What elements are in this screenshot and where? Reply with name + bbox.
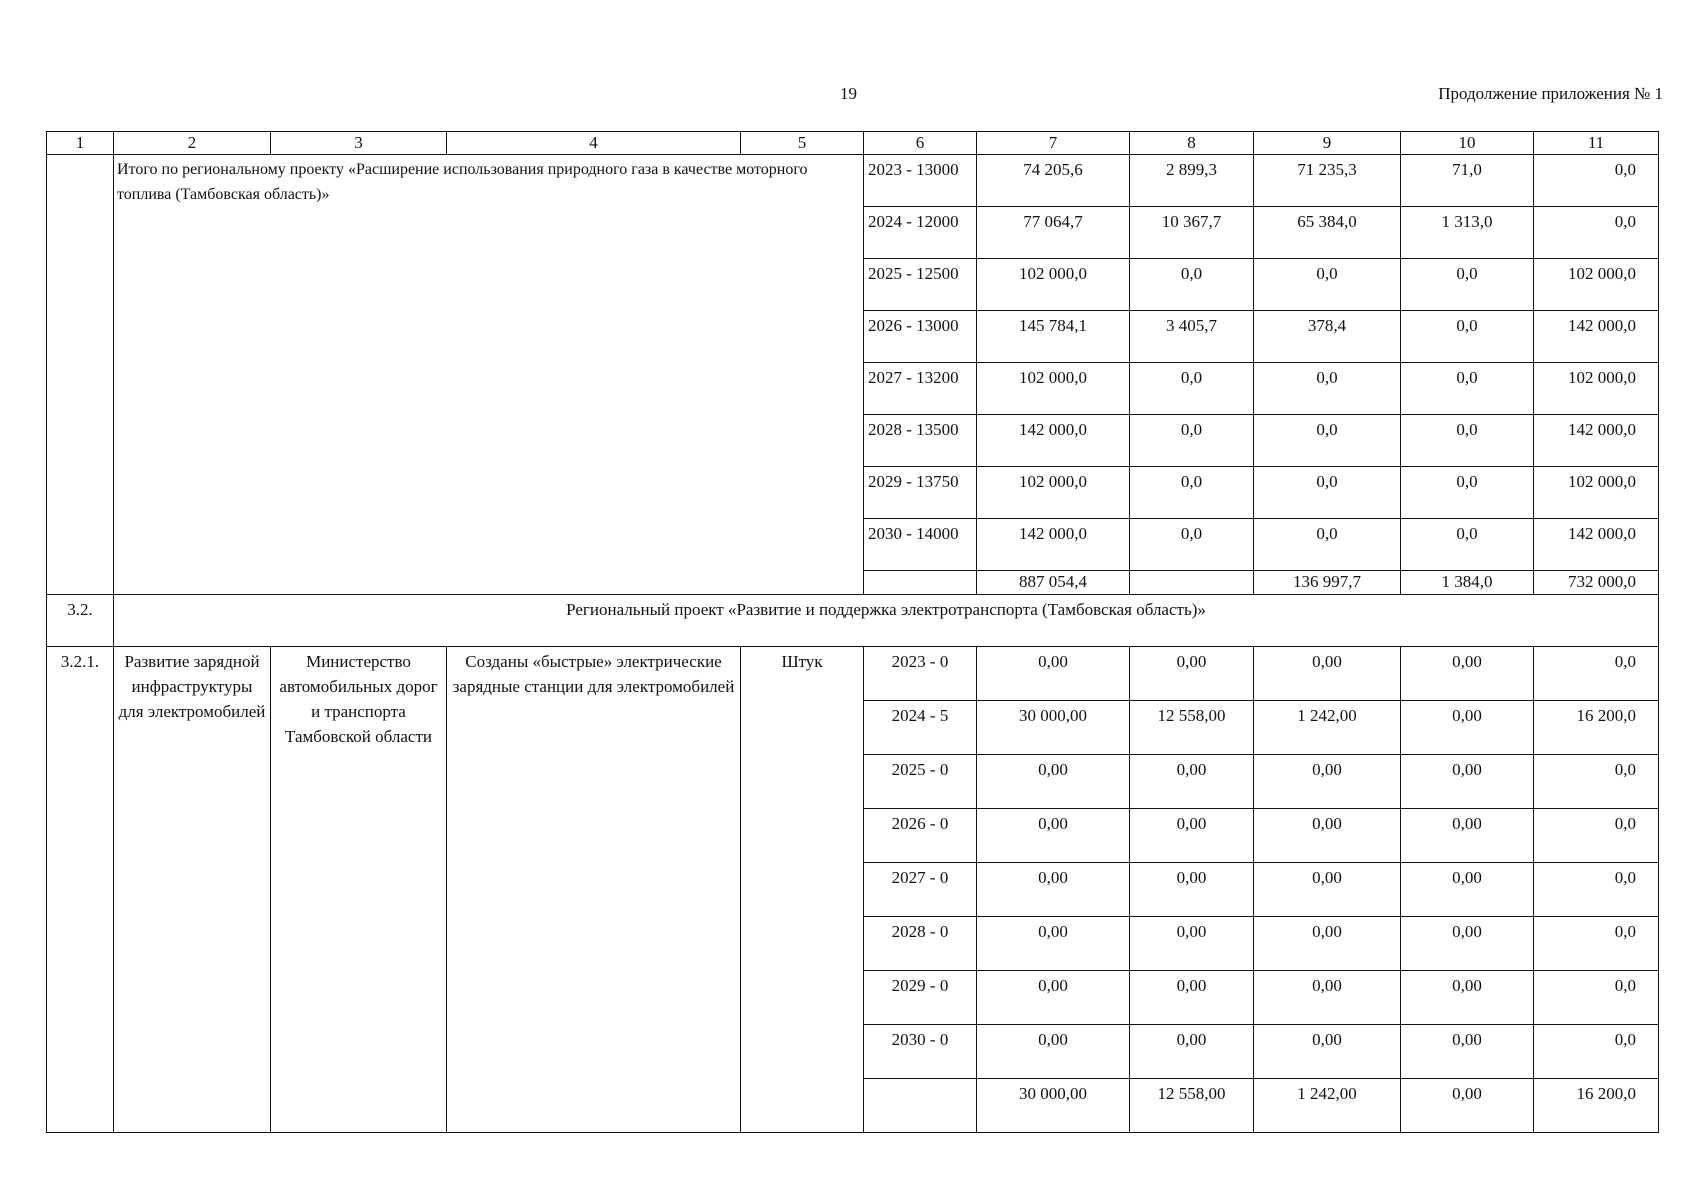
federal-amount-cell: 12 558,00 xyxy=(1130,1079,1254,1133)
regional-amount-cell: 0,00 xyxy=(1254,1025,1401,1079)
column-number: 4 xyxy=(447,132,741,155)
total-amount-cell: 0,00 xyxy=(977,1025,1130,1079)
table-row xyxy=(47,647,1659,701)
federal-amount-cell: 2 899,3 xyxy=(1130,155,1254,207)
total-amount-cell: 77 064,7 xyxy=(977,207,1130,259)
column-number: 1 xyxy=(47,132,114,155)
federal-amount-cell: 0,00 xyxy=(1130,863,1254,917)
year-indicator-cell: 2024 - 12000 xyxy=(864,207,977,259)
federal-amount-cell: 0,0 xyxy=(1130,519,1254,571)
total-amount-cell: 0,00 xyxy=(977,755,1130,809)
other-amount-cell: 0,0 xyxy=(1534,155,1659,207)
other-amount-cell: 102 000,0 xyxy=(1534,363,1659,415)
other-amount-cell: 732 000,0 xyxy=(1534,571,1659,595)
total-amount-cell: 142 000,0 xyxy=(977,519,1130,571)
total-amount-cell: 0,00 xyxy=(977,863,1130,917)
column-number: 7 xyxy=(977,132,1130,155)
year-indicator-cell: 2029 - 0 xyxy=(864,971,977,1025)
local-amount-cell: 0,0 xyxy=(1401,311,1534,363)
column-number: 10 xyxy=(1401,132,1534,155)
year-indicator-cell: 2023 - 13000 xyxy=(864,155,977,207)
regional-amount-cell: 0,00 xyxy=(1254,755,1401,809)
federal-amount-cell: 12 558,00 xyxy=(1130,701,1254,755)
local-amount-cell: 0,0 xyxy=(1401,415,1534,467)
column-number: 3 xyxy=(271,132,447,155)
total-amount-cell: 102 000,0 xyxy=(977,467,1130,519)
local-amount-cell: 0,00 xyxy=(1401,647,1534,701)
federal-amount-cell: 10 367,7 xyxy=(1130,207,1254,259)
total-amount-cell: 74 205,6 xyxy=(977,155,1130,207)
regional-amount-cell: 0,0 xyxy=(1254,467,1401,519)
federal-amount-cell: 0,0 xyxy=(1130,363,1254,415)
year-indicator-cell: 2025 - 0 xyxy=(864,755,977,809)
column-number: 9 xyxy=(1254,132,1401,155)
item-number: 3.2.1. xyxy=(47,647,114,1133)
section-number: 3.2. xyxy=(47,595,114,647)
year-indicator-cell: 2029 - 13750 xyxy=(864,467,977,519)
page-number: 19 xyxy=(840,84,857,103)
local-amount-cell: 0,00 xyxy=(1401,971,1534,1025)
year-indicator-cell: 2026 - 13000 xyxy=(864,311,977,363)
regional-amount-cell: 65 384,0 xyxy=(1254,207,1401,259)
federal-amount-cell: 3 405,7 xyxy=(1130,311,1254,363)
total-amount-cell: 145 784,1 xyxy=(977,311,1130,363)
regional-amount-cell: 0,00 xyxy=(1254,809,1401,863)
other-amount-cell: 0,0 xyxy=(1534,917,1659,971)
local-amount-cell: 0,0 xyxy=(1401,467,1534,519)
total-amount-cell: 887 054,4 xyxy=(977,571,1130,595)
regional-amount-cell: 0,0 xyxy=(1254,259,1401,311)
section-row xyxy=(47,595,1659,647)
regional-amount-cell: 0,0 xyxy=(1254,363,1401,415)
federal-amount-cell: 0,00 xyxy=(1130,917,1254,971)
year-indicator-cell: 2023 - 0 xyxy=(864,647,977,701)
year-indicator-cell: 2024 - 5 xyxy=(864,701,977,755)
local-amount-cell: 0,00 xyxy=(1401,809,1534,863)
local-amount-cell: 0,0 xyxy=(1401,519,1534,571)
regional-amount-cell: 1 242,00 xyxy=(1254,1079,1401,1133)
regional-amount-cell: 0,0 xyxy=(1254,415,1401,467)
local-amount-cell: 0,00 xyxy=(1401,755,1534,809)
other-amount-cell: 0,0 xyxy=(1534,1025,1659,1079)
continuation-label: Продолжение приложения № 1 xyxy=(1438,84,1663,103)
other-amount-cell: 0,0 xyxy=(1534,755,1659,809)
local-amount-cell: 0,00 xyxy=(1401,1079,1534,1133)
empty-number-cell xyxy=(47,155,114,595)
column-number: 2 xyxy=(114,132,271,155)
regional-amount-cell: 136 997,7 xyxy=(1254,571,1401,595)
total-amount-cell: 30 000,00 xyxy=(977,701,1130,755)
item-responsible: Министерство автомобильных дорог и транспорта Тамбовской области xyxy=(271,647,447,1133)
column-number: 5 xyxy=(741,132,864,155)
other-amount-cell: 142 000,0 xyxy=(1534,415,1659,467)
item-unit: Штук xyxy=(741,647,864,1133)
regional-amount-cell: 0,00 xyxy=(1254,917,1401,971)
year-indicator-cell: 2027 - 13200 xyxy=(864,363,977,415)
other-amount-cell: 102 000,0 xyxy=(1534,467,1659,519)
regional-amount-cell: 0,00 xyxy=(1254,647,1401,701)
total-amount-cell: 0,00 xyxy=(977,647,1130,701)
total-amount-cell: 0,00 xyxy=(977,971,1130,1025)
federal-amount-cell: 0,00 xyxy=(1130,647,1254,701)
budget-table xyxy=(46,131,1659,1133)
federal-amount-cell: 0,00 xyxy=(1130,971,1254,1025)
regional-amount-cell: 0,00 xyxy=(1254,863,1401,917)
local-amount-cell: 1 313,0 xyxy=(1401,207,1534,259)
total-amount-cell: 0,00 xyxy=(977,809,1130,863)
table-row xyxy=(47,155,1659,207)
other-amount-cell: 16 200,0 xyxy=(1534,701,1659,755)
year-indicator-cell: 2025 - 12500 xyxy=(864,259,977,311)
federal-amount-cell: 0,0 xyxy=(1130,415,1254,467)
total-amount-cell: 102 000,0 xyxy=(977,259,1130,311)
federal-amount-cell: 0,00 xyxy=(1130,1025,1254,1079)
column-number: 11 xyxy=(1534,132,1659,155)
other-amount-cell: 142 000,0 xyxy=(1534,519,1659,571)
total-amount-cell: 0,00 xyxy=(977,917,1130,971)
federal-amount-cell: 0,0 xyxy=(1130,259,1254,311)
regional-amount-cell: 0,00 xyxy=(1254,971,1401,1025)
local-amount-cell: 0,0 xyxy=(1401,363,1534,415)
column-number: 6 xyxy=(864,132,977,155)
total-amount-cell: 102 000,0 xyxy=(977,363,1130,415)
year-indicator-cell: 2026 - 0 xyxy=(864,809,977,863)
local-amount-cell: 0,00 xyxy=(1401,863,1534,917)
year-indicator-cell xyxy=(864,1079,977,1133)
year-indicator-cell: 2027 - 0 xyxy=(864,863,977,917)
local-amount-cell: 0,00 xyxy=(1401,917,1534,971)
regional-amount-cell: 71 235,3 xyxy=(1254,155,1401,207)
regional-amount-cell: 378,4 xyxy=(1254,311,1401,363)
regional-amount-cell: 1 242,00 xyxy=(1254,701,1401,755)
other-amount-cell: 0,0 xyxy=(1534,971,1659,1025)
item-result: Созданы «быстрые» электрические зарядные станции для электромобилей xyxy=(447,647,741,1133)
local-amount-cell: 71,0 xyxy=(1401,155,1534,207)
other-amount-cell: 16 200,0 xyxy=(1534,1079,1659,1133)
column-number: 8 xyxy=(1130,132,1254,155)
local-amount-cell: 1 384,0 xyxy=(1401,571,1534,595)
federal-amount-cell: 0,0 xyxy=(1130,467,1254,519)
other-amount-cell: 0,0 xyxy=(1534,207,1659,259)
year-indicator-cell: 2028 - 13500 xyxy=(864,415,977,467)
section-title: Региональный проект «Развитие и поддержка электротранспорта (Тамбовская область)» xyxy=(114,595,1659,647)
year-indicator-cell: 2028 - 0 xyxy=(864,917,977,971)
federal-amount-cell: 0,00 xyxy=(1130,809,1254,863)
other-amount-cell: 0,0 xyxy=(1534,647,1659,701)
federal-amount-cell: 0,00 xyxy=(1130,755,1254,809)
item-name: Развитие зарядной инфраструктуры для электромобилей xyxy=(114,647,271,1133)
year-indicator-cell: 2030 - 14000 xyxy=(864,519,977,571)
project-total-title: Итого по региональному проекту «Расширение использования природного газа в качестве моторного топлива (Тамбовская область)» xyxy=(114,155,864,595)
column-number-row xyxy=(47,132,1659,155)
federal-amount-cell xyxy=(1130,571,1254,595)
other-amount-cell: 102 000,0 xyxy=(1534,259,1659,311)
local-amount-cell: 0,00 xyxy=(1401,701,1534,755)
other-amount-cell: 0,0 xyxy=(1534,809,1659,863)
year-indicator-cell: 2030 - 0 xyxy=(864,1025,977,1079)
total-amount-cell: 142 000,0 xyxy=(977,415,1130,467)
local-amount-cell: 0,00 xyxy=(1401,1025,1534,1079)
regional-amount-cell: 0,0 xyxy=(1254,519,1401,571)
other-amount-cell: 0,0 xyxy=(1534,863,1659,917)
year-indicator-cell xyxy=(864,571,977,595)
local-amount-cell: 0,0 xyxy=(1401,259,1534,311)
total-amount-cell: 30 000,00 xyxy=(977,1079,1130,1133)
other-amount-cell: 142 000,0 xyxy=(1534,311,1659,363)
